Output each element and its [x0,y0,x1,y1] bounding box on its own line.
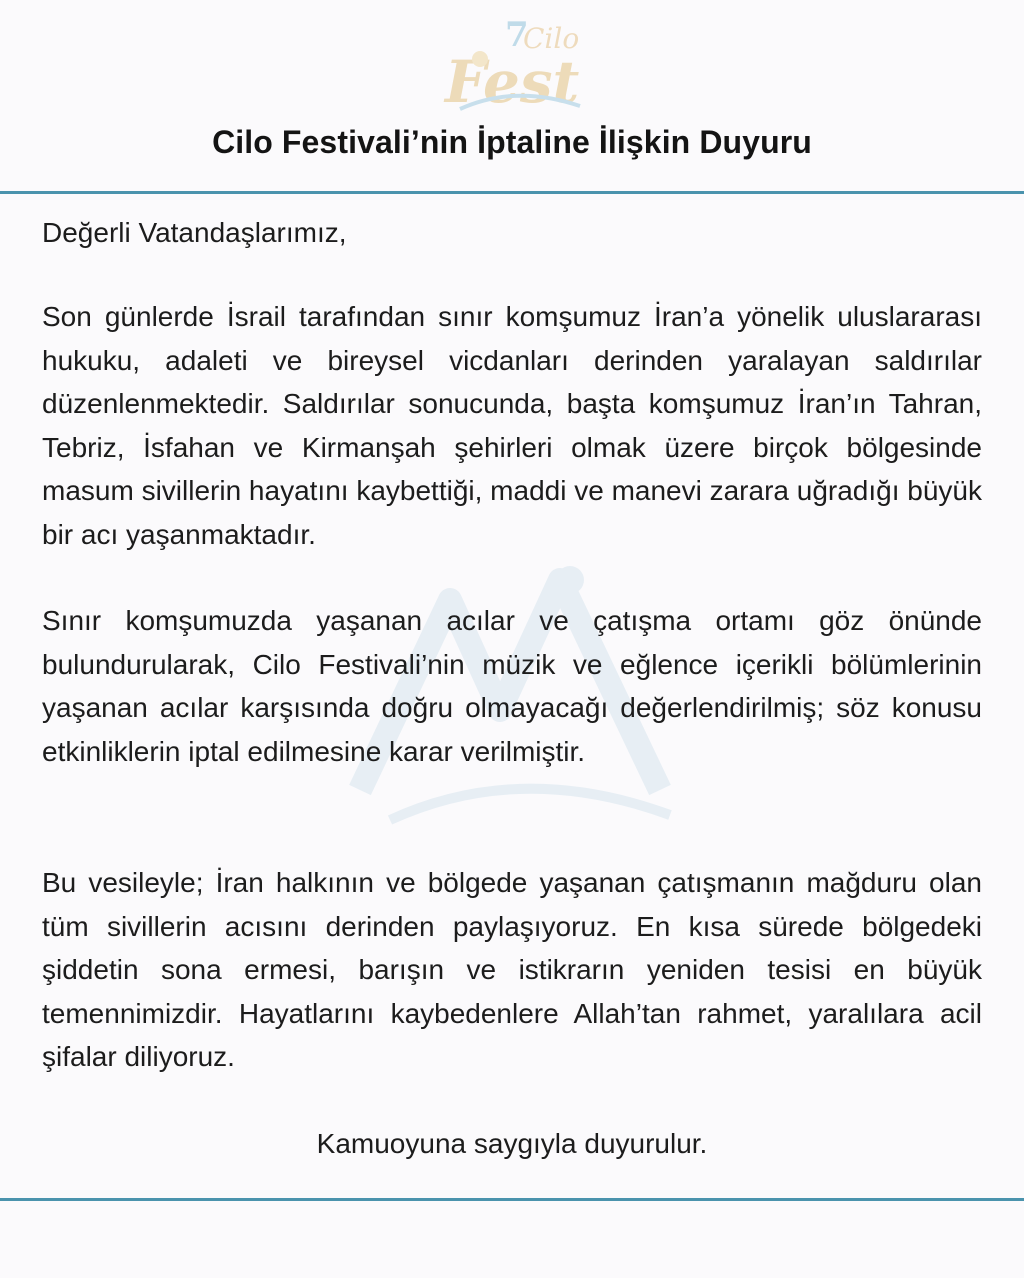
festival-logo-icon [420,14,610,134]
svg-text:7: 7 [505,15,529,55]
paragraph-2: Sınır komşumuzda yaşanan acılar ve çatışma ortamı göz önünde bulundurularak, Cilo Festivali’nin müzik ve eğlence içerikli bölümlerinin yaşanan acılar karşısında doğru olmayacağı değerlendirilmiş; söz konusu etkinliklerin iptal edilmesine karar verilmiştir. [42,605,982,767]
greeting-line: Değerli Vatandaşlarımız, [42,217,347,248]
svg-text:Fest: Fest [445,48,580,116]
paragraph-3: Bu vesileyle; İran halkının ve bölgede yaşanan çatışmanın mağduru olan tüm sivillerin acısını derinden paylaşıyoruz. En kısa sürede bölgedeki şiddetin sona ermesi, barışın ve istikrarın yeniden tesisi en büyük temennimizdir. Hayatlarını kaybedenlere Allah’tan rahmet, yaralılara acil şifalar diliyoruz. [42,867,982,1072]
bottom-divider [0,1198,1024,1201]
page-title: Cilo Festivali’nin İptaline İlişkin Duyuru [212,124,812,160]
closing-line: Kamuoyuna saygıyla duyurulur. [316,1128,708,1159]
top-divider [0,191,1024,194]
svg-text:Cilo: Cilo [523,22,580,55]
paragraph-1: Son günlerde İsrail tarafından sınır komşumuz İran’a yönelik uluslararası hukuku, adaleti ve bireysel vicdanları derinden yaralayan saldırılar düzenlenmektedir. Saldırılar sonucunda, başta komşumuz İran’ın Tahran, Tebriz, İsfahan ve Kirmanşah şehirleri olmak üzere birçok bölgesinde masum sivillerin hayatını kaybettiği, maddi ve manevi zarara uğradığı büyük bir acı yaşanmaktadır. [42,301,982,550]
